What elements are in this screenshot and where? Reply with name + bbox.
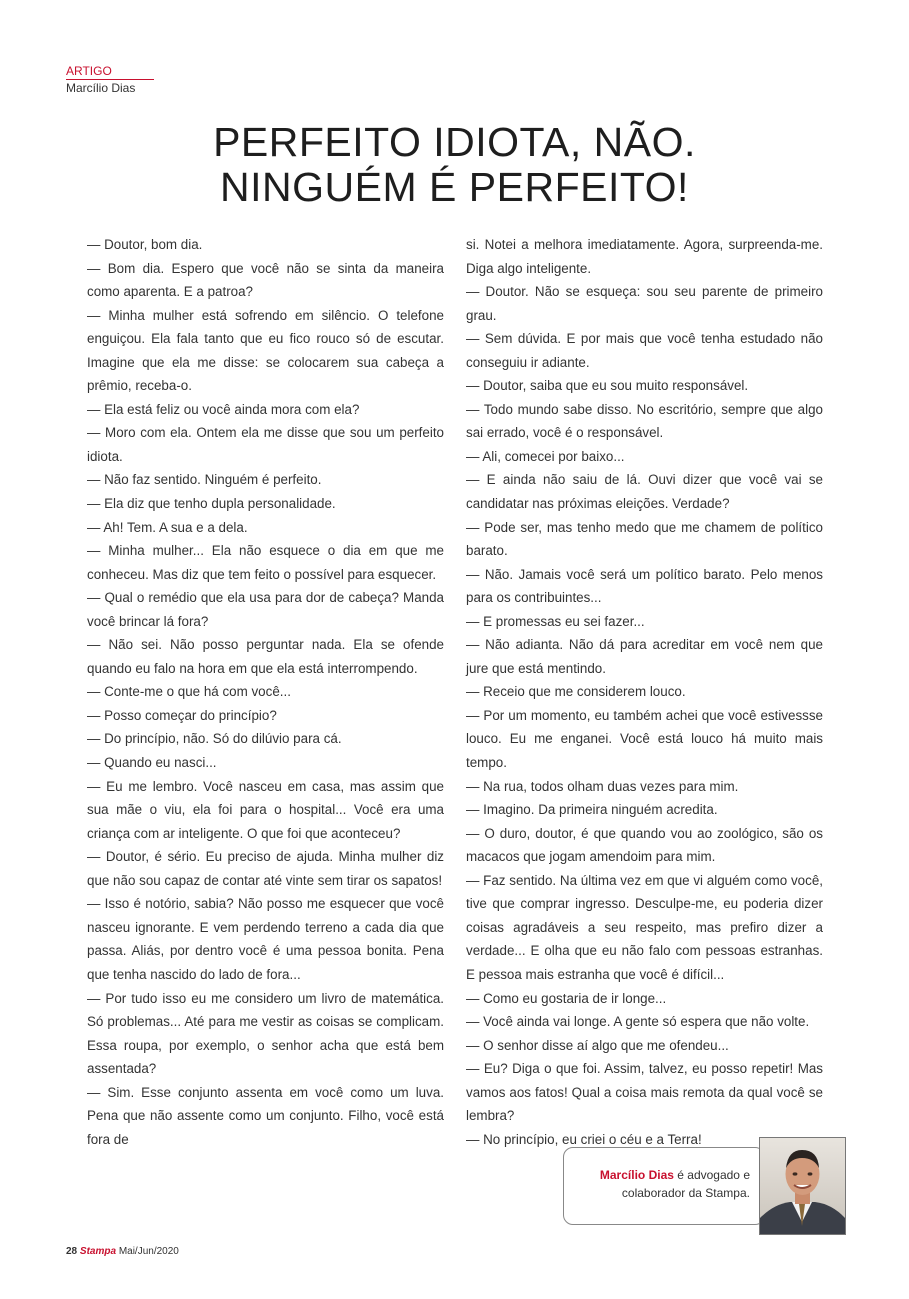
section-label: ARTIGO [66,64,112,78]
dialogue-line: — Doutor, bom dia. [87,237,203,252]
dialogue-line: — Doutor, saiba que eu sou muito responsável. [466,378,749,394]
dialogue-line: — Isso é notório, sabia? Não posso me esquecer que você nasceu ignorante. E vem perdendo terreno a cada dia que passa. Aliás, por dentro você é uma pessoa bonita. Pena que tenha nascido do lado de fora... [87,896,444,982]
dialogue-line: — Por um momento, eu também achei que você estivessse louco. Eu me enganei. Você está louco há muito mais tempo. [466,707,823,771]
dialogue-line: — O senhor disse aí algo que me ofendeu... [466,1037,729,1053]
author-portrait-icon [760,1138,845,1234]
dialogue-line: si. Notei a melhora imediatamente. Agora, surpreenda-me. Diga algo inteligente. [466,237,823,276]
dialogue-line: — Sem dúvida. E por mais que você tenha estudado não conseguiu ir adiante. [466,331,823,370]
dialogue-line: — Conte-me o que há com você... [87,684,291,700]
left-column [87,233,444,1151]
dialogue-line: — Faz sentido. Na última vez em que vi alguém como você, tive que comprar ingresso. Desculpe-me, eu poderia dizer coisas agradáveis a seu respeito, mas prefiro dizer a verdade... E olha que eu não falo com pessoas estranhas. E pessoa mais estranha que você é difícil... [466,872,823,982]
dialogue-line: — Na rua, todos olham duas vezes para mim. [466,778,739,794]
section-header [66,64,154,95]
dialogue-line: — Minha mulher... Ela não esquece o dia em que me conheceu. Mas diz que tem feito o possível para esquecer. [87,543,444,582]
title-line-2: NINGUÉM É PERFEITO! [220,164,689,210]
author-bio-name: Marcílio Dias [599,1168,674,1182]
dialogue-line: — Você ainda vai longe. A gente só espera que não volte. [466,1014,810,1030]
dialogue-line: — Ela está feliz ou você ainda mora com ela? [87,401,360,417]
dialogue-line: — E ainda não saiu de lá. Ouvi dizer que você vai se candidatar nas próximas eleições. Verdade? [466,472,823,512]
dialogue-line: — Quando eu nasci... [87,755,217,771]
dialogue-line: — Receio que me considerem louco. [466,684,686,700]
dialogue-line: — Não. Jamais você será um político barato. Pelo menos para os contribuintes... [466,566,823,606]
dialogue-line: — Moro com ela. Ontem ela me disse que sou um perfeito idiota. [87,425,444,464]
author-photo [759,1137,846,1235]
dialogue-line: — Qual o remédio que ela usa para dor de cabeça? Manda você brincar lá fora? [87,590,444,629]
dialogue-line: — Como eu gostaria de ir longe... [466,990,667,1006]
dialogue-line: — Ela diz que tenho dupla personalidade. [87,496,336,512]
dialogue-line: — Imagino. Da primeira ninguém acredita. [466,802,718,818]
dialogue-line: — Eu me lembro. Você nasceu em casa, mas assim que sua mãe o viu, ela foi para o hospital... Você era uma criança com ar inteligente. O que foi que aconteceu? [87,778,444,841]
dialogue-line: — Doutor. Não se esqueça: sou seu parente de primeiro grau. [466,284,823,323]
dialogue-line: — Não faz sentido. Ninguém é perfeito. [87,472,322,488]
dialogue-line: — Minha mulher está sofrendo em silêncio. O telefone enguiçou. Ela fala tanto que eu fico rouco só de escutar. Imagine que ela me disse: se colocarem sua cabeça a prêmio, receba-o. [87,307,444,394]
dialogue-line: — Não adianta. Não dá para acreditar em você nem que jure que está mentindo. [466,637,823,676]
issue-date: Mai/Jun/2020 [118,1246,179,1257]
dialogue-line: — Sim. Esse conjunto assenta em você como um luva. Pena que não assente como um conjunto. Filho, você está fora de [87,1084,444,1147]
title-line-1: PERFEITO IDIOTA, NÃO. [213,119,696,165]
right-column [466,233,823,1151]
dialogue-line: — Bom dia. Espero que você não se sinta da maneira como aparenta. E a patroa? [87,260,444,300]
dialogue-line: — Por tudo isso eu me considero um livro de matemática. Só problemas... Até para me vestir as coisas se complicam. Essa roupa, por exemplo, o senhor acha que está bem assentada? [87,990,444,1077]
dialogue-line: — Do princípio, não. Só do dilúvio para cá. [87,731,342,747]
dialogue-line: — No princípio, eu criei o céu e a Terra! [466,1131,702,1147]
dialogue-line: — Não sei. Não posso perguntar nada. Ela se ofende quando eu falo na hora em que ela está interrompendo. [87,637,444,676]
author-bio-box [563,1147,765,1225]
dialogue-line: — Eu? Diga o que foi. Assim, talvez, eu posso repetir! Mas vamos aos fatos! Qual a coisa mais remota da qual você se lembra? [466,1061,823,1124]
section-author: Marcílio Dias [66,81,136,95]
author-bio-text [580,1166,750,1202]
dialogue-line: — Ah! Tem. A sua e a dela. [87,519,248,535]
dialogue-line: — Ali, comecei por baixo... [466,448,625,464]
magazine-name: Stampa [79,1246,117,1257]
section-divider [66,79,154,80]
dialogue-line: — O duro, doutor, é que quando vou ao zoológico, são os macacos que jogam amendoim para mim. [466,825,823,865]
dialogue-line: — Posso começar do princípio? [87,707,277,723]
article-title [0,120,909,210]
page-number: 28 [66,1246,78,1257]
dialogue-line: — Pode ser, mas tenho medo que me chamem de político barato. [466,519,823,559]
dialogue-line: — Todo mundo sabe disso. No escritório, sempre que algo sai errado, você é o responsável. [466,401,823,441]
author-bio-line2: colaborador da Stampa. [621,1186,750,1200]
dialogue-line: — E promessas eu sei fazer... [466,613,645,629]
dialogue-line: — Doutor, é sério. Eu preciso de ajuda. Minha mulher diz que não sou capaz de contar até vinte sem tirar os sapatos! [87,849,444,888]
page-footer [66,1246,179,1258]
author-bio-role: é advogado e [673,1168,750,1182]
